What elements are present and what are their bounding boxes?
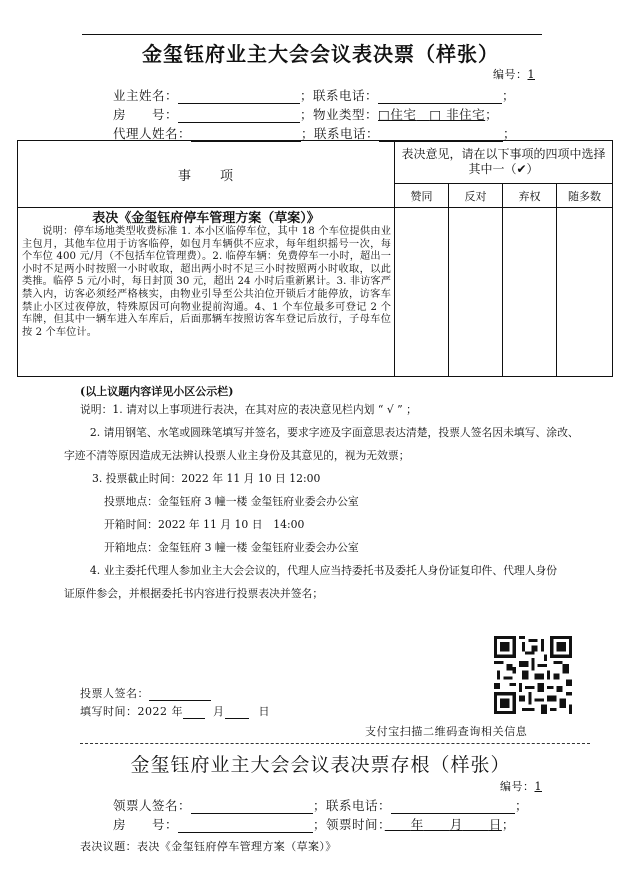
semicolon: ； bbox=[502, 88, 516, 103]
stub-number bbox=[500, 778, 542, 794]
receive-time-label: ；领票时间： bbox=[313, 817, 385, 832]
col-opinion-label: 表决意见，请在以下事项的四项中选择其中一（✔） bbox=[401, 147, 606, 176]
vote-cell-oppose[interactable] bbox=[449, 208, 503, 377]
receive-month: 月 bbox=[449, 817, 463, 832]
note-4: 4. 业主委托代理人参加业主大会会议的，代理人应当持委托书及委托人身份证复印件、代理人身份证原件参会，并根据委托书内容进行投票表决并签名； bbox=[64, 564, 558, 600]
note-3b: 投票地点：金玺钰府 3 幢一楼 金玺钰府业委会办公室 bbox=[104, 495, 359, 508]
phone-field[interactable] bbox=[378, 90, 502, 104]
vote-cell-approve[interactable] bbox=[395, 208, 449, 377]
fill-time-label: 填写时间：2022 年 bbox=[80, 705, 183, 718]
note-2: 2. 请用钢笔、水笔或圆珠笔填写并签名，要求字迹及字面意思表达清楚，投票人签名因未填写、涂改、字迹不清等原因造成无法辨认投票人业主身份及其意见的，视为无效票； bbox=[64, 426, 579, 462]
checkbox-nonresidential[interactable]: □ 非住宅 bbox=[429, 107, 486, 122]
agent-phone-label: ；联系电话： bbox=[301, 126, 380, 141]
stub-number-label: 编号： bbox=[500, 780, 535, 793]
option-oppose: 反对 bbox=[449, 184, 503, 208]
note-1: 说明：1. 请对以上事项进行表决，在其对应的表决意见栏内划 “ √ ” ； bbox=[80, 403, 417, 416]
col-matter-label: 事 项 bbox=[177, 168, 234, 184]
ballot-number-value: 1 bbox=[527, 68, 535, 81]
notice-text: (以上议题内容详见小区公示栏) bbox=[80, 385, 234, 398]
receiver-label: 领票人签名： bbox=[113, 798, 192, 813]
option-abstain: 弃权 bbox=[503, 184, 557, 208]
fill-day-field[interactable] bbox=[225, 706, 249, 719]
col-opinion-header bbox=[395, 141, 613, 184]
note-3c: 开箱时间：2022 年 11 月 10 日 14:00 bbox=[104, 518, 305, 531]
room-field[interactable] bbox=[178, 109, 300, 123]
checkbox-residential[interactable]: □住宅 bbox=[378, 107, 417, 122]
owner-row-2: 房 号： ；物业类型：□住宅 □ 非住宅； bbox=[113, 107, 499, 122]
col-matter-header bbox=[18, 141, 395, 208]
stub-issue: 表决议题：表决《金玺钰府停车管理方案（草案）》 bbox=[80, 840, 337, 853]
receive-day: 日 bbox=[488, 817, 502, 832]
stub-number-value: 1 bbox=[534, 780, 542, 793]
vote-table bbox=[17, 140, 613, 377]
note-3d: 开箱地点：金玺钰府 3 幢一楼 金玺钰府业委会办公室 bbox=[104, 541, 359, 554]
note-3: 3. 投票截止时间：2022 年 11 月 10 日 12:00 bbox=[92, 472, 321, 485]
receiver-field[interactable] bbox=[191, 800, 313, 814]
stub-phone-label: ；联系电话： bbox=[313, 798, 392, 813]
phone-label: ；联系电话： bbox=[300, 88, 379, 103]
stub-room-field[interactable] bbox=[178, 819, 313, 833]
ballot-number-label: 编号： bbox=[493, 68, 528, 81]
fill-day-label: 日 bbox=[258, 705, 270, 718]
stub-phone-field[interactable] bbox=[391, 800, 515, 814]
qr-caption: 支付宝扫描二维码查询相关信息 bbox=[365, 725, 528, 738]
ballot-number bbox=[493, 66, 535, 82]
owner-name-label: 业主姓名： bbox=[113, 88, 179, 103]
vote-item bbox=[18, 208, 395, 377]
stub-title: 金玺钰府业主大会会议表决票存根（样张） bbox=[130, 754, 511, 776]
receive-date bbox=[385, 817, 502, 832]
page-title: 金玺钰府业主大会会议表决票（样张） bbox=[142, 42, 499, 66]
signer-field[interactable] bbox=[149, 688, 211, 701]
stub-row-2: 房 号： ；领票时间： 年 月 日； bbox=[113, 817, 515, 832]
fill-month-field[interactable] bbox=[183, 706, 205, 719]
vote-item-title: 表决《金玺钰府停车管理方案（草案）》 bbox=[92, 211, 320, 226]
cut-line bbox=[80, 743, 590, 744]
owner-name-field[interactable] bbox=[178, 90, 300, 104]
stub-row-1: 领票人签名： ；联系电话： ； bbox=[113, 798, 529, 813]
top-rule bbox=[82, 34, 542, 35]
qr-code bbox=[494, 636, 572, 714]
owner-row-3: 代理人姓名： ；联系电话： ； bbox=[113, 126, 517, 141]
signer-row bbox=[80, 685, 211, 701]
vote-cell-majority[interactable] bbox=[557, 208, 613, 377]
property-type-label: ；物业类型： bbox=[300, 107, 379, 122]
option-majority: 随多数 bbox=[557, 184, 613, 208]
vote-cell-abstain[interactable] bbox=[503, 208, 557, 377]
stub-room-label: 房 号： bbox=[113, 817, 179, 832]
fill-time-row bbox=[80, 703, 270, 719]
notes bbox=[64, 398, 580, 605]
option-approve: 赞同 bbox=[395, 184, 449, 208]
owner-row-1 bbox=[113, 86, 515, 104]
signer-label: 投票人签名： bbox=[80, 687, 149, 700]
room-label: 房 号： bbox=[113, 107, 179, 122]
fill-month-label: 月 bbox=[213, 705, 225, 718]
receive-year: 年 bbox=[410, 817, 424, 832]
vote-item-text: 说明：停车场地类型收费标准 1. 本小区临停车位，其中 18 个车位提供由业主包月，其他车位用于访客临停，如包月车辆供不应求，每年组织摇号一次，每个车位 400 元/月（不包括车位管理费）。2. 临停车辆：免费停车一小时，超出一小时不足两小时按照一小时收取，超出两小时不足三小时按照两小时收取，以此类推。临停 5 元/小时，每日封顶 30 元，超出 24 小时后重新累计。3. 非访客严禁入内，访客必须经严格核实，由物业引导至公共泊位开锁后才能停放，访客车禁止小区过夜停放，特殊原因可向物业提前沟通。4、1 个车位最多可登记 2 个车牌，但其中一辆车进入车库后，后面那辆车按照访客车登记后放行，子母车位按 2 个车位计。 bbox=[22, 226, 391, 338]
agent-name-label: 代理人姓名： bbox=[113, 126, 192, 141]
